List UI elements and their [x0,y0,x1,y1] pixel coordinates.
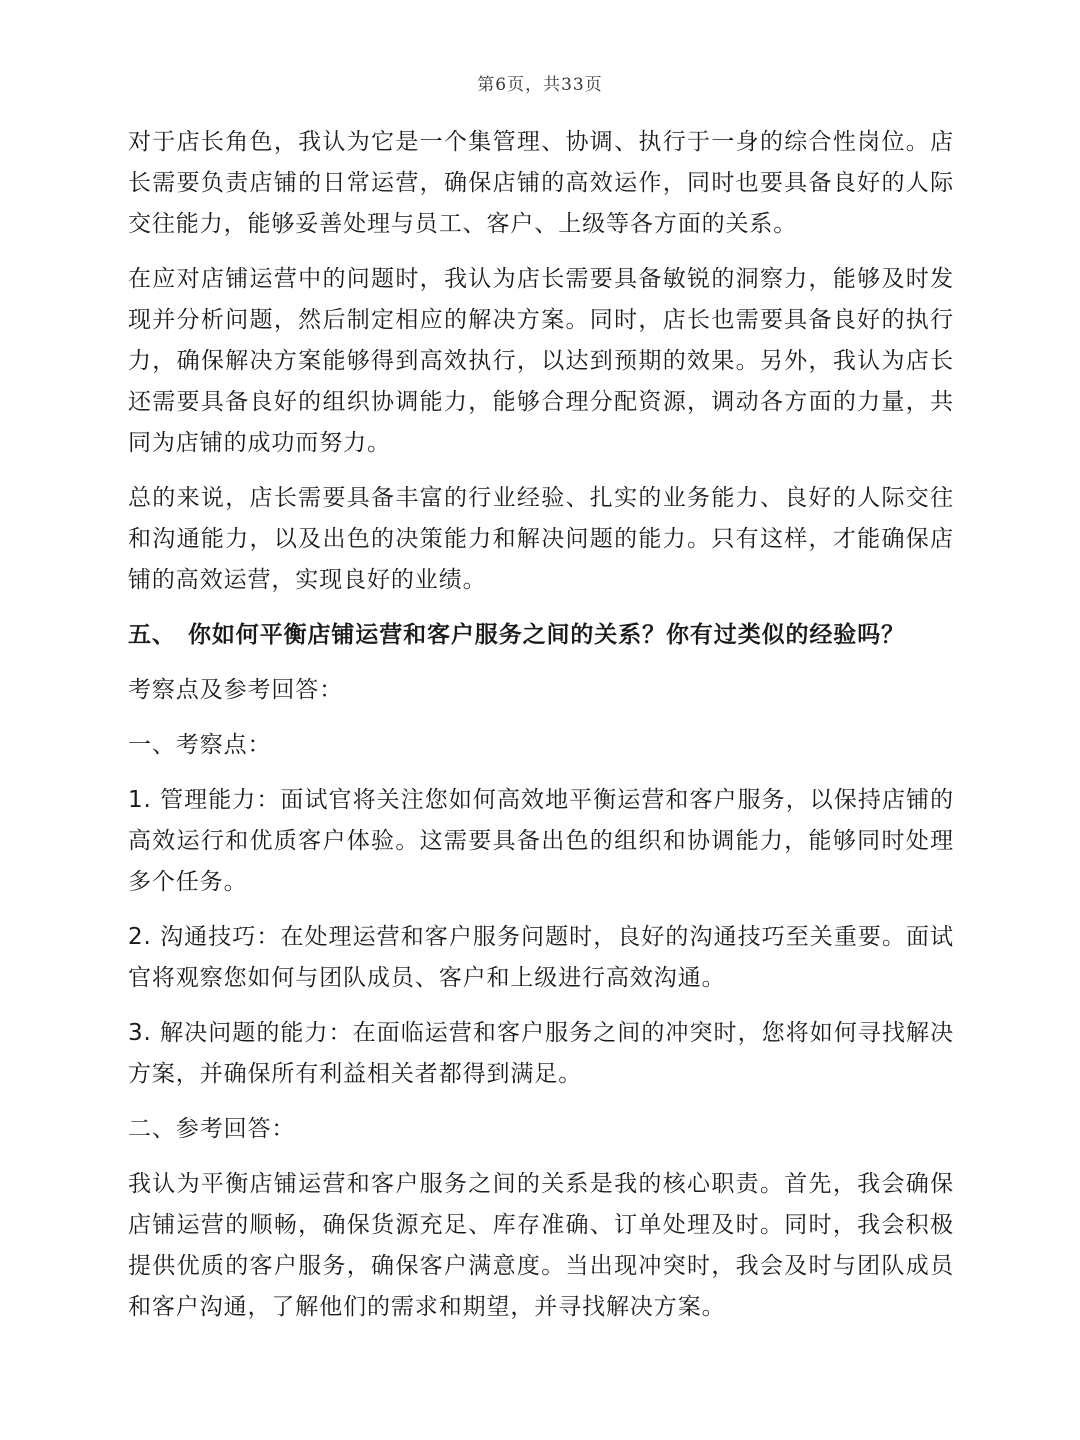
paragraph-summary: 总的来说，店长需要具备丰富的行业经验、扎实的业务能力、良好的人际交往和沟通能力，以及出色的决策能力和解决问题的能力。只有这样，才能确保店铺的高效运营，实现良好的业绩。 [128,485,954,593]
question-text: 你如何平衡店铺运营和客户服务之间的关系？你有过类似的经验吗？ [188,622,905,648]
assessment-point-management: 1. 管理能力：面试官将关注您如何高效地平衡运营和客户服务，以保持店铺的高效运行和优质客户体验。这需要具备出色的组织和协调能力，能够同时处理多个任务。 [128,787,954,895]
assessment-point-problem-solving: 3. 解决问题的能力：在面临运营和客户服务之间的冲突时，您将如何寻找解决方案，并确保所有利益相关者都得到满足。 [128,1020,954,1087]
paragraph-role-description: 对于店长角色，我认为它是一个集管理、协调、执行于一身的综合性岗位。店长需要负责店铺的日常运营，确保店铺的高效运作，同时也要具备良好的人际交往能力，能够妥善处理与员工、客户、上级等各方面的关系。 [128,129,954,237]
question-heading [128,615,954,656]
assessment-point-communication: 2. 沟通技巧：在处理运营和客户服务问题时，良好的沟通技巧至关重要。面试官将观察您如何与团队成员、客户和上级进行高效沟通。 [128,924,954,991]
reference-answer: 我认为平衡店铺运营和客户服务之间的关系是我的核心职责。首先，我会确保店铺运营的顺畅，确保货源充足、库存准确、订单处理及时。同时，我会积极提供优质的客户服务，确保客户满意度。当出现冲突时，我会及时与团队成员和客户沟通，了解他们的需求和期望，并寻找解决方案。 [128,1171,954,1320]
section-answer-label: 二、参考回答： [128,1116,296,1142]
question-number: 五、 [128,622,176,648]
section-assessment-label: 一、考察点： [128,732,272,758]
document-body [128,122,954,1342]
page-number-header: 第6页，共33页 [477,75,603,95]
paragraph-problem-handling: 在应对店铺运营中的问题时，我认为店长需要具备敏锐的洞察力，能够及时发现并分析问题，然后制定相应的解决方案。同时，店长也需要具备良好的执行力，确保解决方案能够得到高效执行，以达到预期的效果。另外，我认为店长还需要具备良好的组织协调能力，能够合理分配资源，调动各方面的力量，共同为店铺的成功而努力。 [128,266,954,456]
answer-intro-label: 考察点及参考回答： [128,677,344,703]
